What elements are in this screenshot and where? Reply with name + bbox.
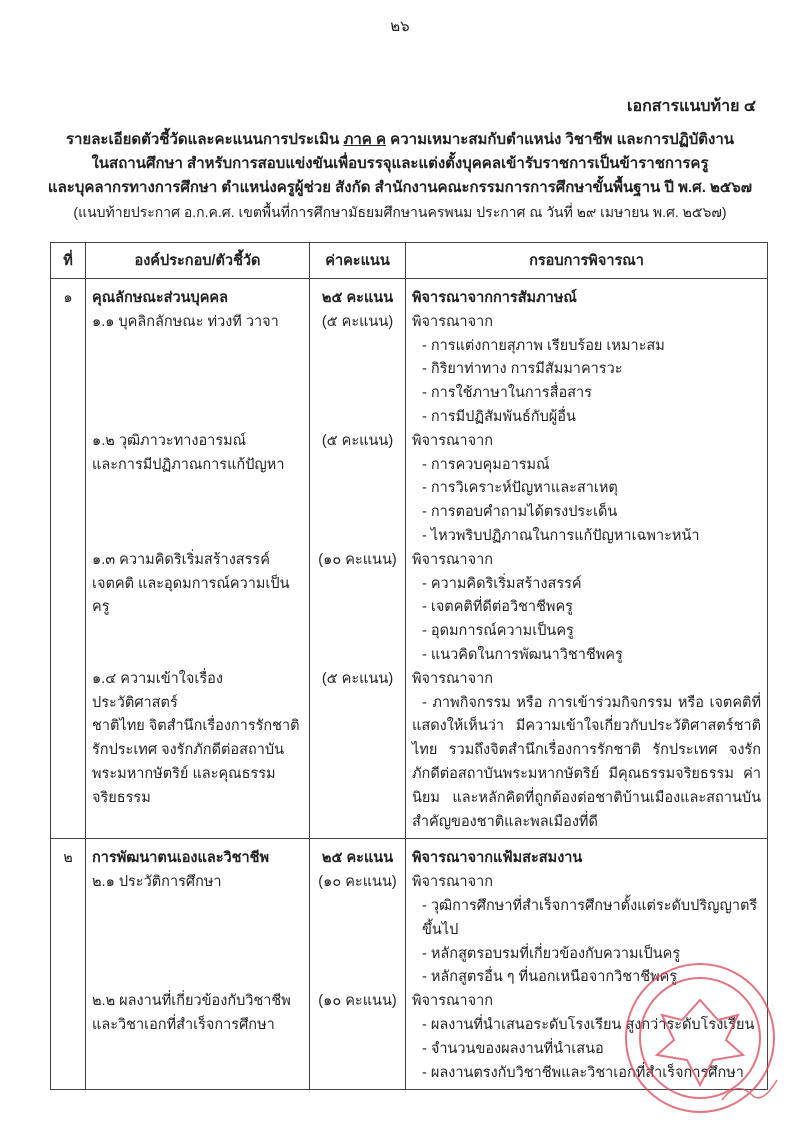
indicator-name	[86, 871, 310, 990]
criteria-point: - ไหวพริบปฏิภาณในการแก้ปัญหาเฉพาะหน้า	[422, 527, 700, 544]
table-row	[51, 430, 768, 549]
indicator-name-line: เจตคติ และอุดมการณ์ความเป็นครู	[92, 575, 290, 616]
table-row-group	[51, 279, 768, 311]
indicator-name-line: และการมีปฏิภาณการแก้ปัญหา	[92, 456, 285, 473]
criteria-point: - การควบคุมอารมณ์	[422, 456, 550, 473]
row-number: ๒	[51, 839, 86, 1090]
criteria-point: - การวิเคราะห์ปัญหาและสาเหตุ	[422, 480, 618, 497]
indicator-name	[86, 668, 310, 839]
indicator-name	[86, 311, 310, 430]
criteria-point: - กิริยาท่าทาง การมีสัมมาคารวะ	[422, 361, 623, 378]
table-row-group	[51, 839, 768, 871]
title-line1-post: ความเหมาะสมกับตำแหน่ง วิชาชีพ และการปฏิบัติงาน	[386, 131, 735, 148]
indicator-name-line: ๑.๔ ความเข้าใจเรื่องประวัติศาสตร์	[92, 670, 223, 711]
indicator-score: (๑๐ คะแนน)	[310, 871, 406, 990]
title-line2: ในสถานศึกษา สำหรับการสอบแข่งขันเพื่อบรรจุและแต่งตั้งบุคคลเข้ารับราชการเป็นข้าราชการครู	[91, 155, 709, 172]
indicator-name-line: ชาติไทย จิตสำนึกเรื่องการรักชาติ	[92, 718, 300, 735]
header-component: องค์ประกอบ/ตัวชี้วัด	[86, 243, 310, 279]
component-score: ๒๕ คะแนน	[310, 279, 406, 311]
indicator-name-line: รักประเทศ จงรักภักดีต่อสถาบัน	[92, 742, 285, 759]
indicator-name-line: ๑.๑ บุคลิกลักษณะ ท่วงที วาจา	[92, 313, 279, 330]
indicator-name-line: พระมหากษัตริย์ และคุณธรรม	[92, 765, 276, 782]
criteria-point: - หลักสูตรอื่น ๆ ที่นอกเหนือจากวิชาชีพครู	[422, 969, 678, 986]
annex-label: เอกสารแนบท้าย ๔	[627, 98, 756, 115]
official-seal-stamp	[612, 960, 792, 1130]
header-score: ค่าคะแนน	[310, 243, 406, 279]
criteria-point: - ผลงานที่นำเสนอระดับโรงเรียน สูงกว่าระดับโรงเรียน	[422, 1016, 755, 1033]
component-name: คุณลักษณะส่วนบุคคล	[86, 279, 310, 311]
indicator-name-line: ๑.๒ วุฒิภาวะทางอารมณ์	[92, 432, 247, 449]
header-no: ที่	[51, 243, 86, 279]
table-row	[51, 549, 768, 668]
indicator-criteria	[406, 668, 768, 839]
title-line3: และบุคลากรทางการศึกษา ตำแหน่งครูผู้ช่วย สังกัด สำนักงานคณะกรรมการการศึกษาขั้นพื้นฐาน ปี พ.ศ. ๒๕๖๗	[47, 179, 753, 196]
indicator-score: (๕ คะแนน)	[310, 668, 406, 839]
indicator-name-line: ๒.๒ ผลงานที่เกี่ยวข้องกับวิชาชีพ	[92, 993, 291, 1010]
indicator-name-line: จริยธรรม	[92, 789, 151, 806]
title-part: ภาค ค	[343, 131, 387, 148]
criteria-point: - หลักสูตรอบรมที่เกี่ยวข้องกับความเป็นครู	[422, 945, 681, 962]
table-row	[51, 311, 768, 430]
criteria-lead: พิจารณาจาก	[412, 993, 493, 1010]
indicator-score: (๕ คะแนน)	[310, 430, 406, 549]
document-title	[40, 128, 760, 224]
criteria-lead: พิจารณาจาก	[412, 551, 493, 568]
indicator-name	[86, 430, 310, 549]
indicator-score: (๕ คะแนน)	[310, 311, 406, 430]
table-row	[51, 668, 768, 839]
indicator-name	[86, 549, 310, 668]
indicator-criteria	[406, 430, 768, 549]
indicator-name-line: และวิชาเอกที่สำเร็จการศึกษา	[92, 1016, 275, 1033]
row-number: ๑	[51, 279, 86, 839]
criteria-heading: พิจารณาจากแฟ้มสะสมงาน	[406, 839, 768, 871]
title-line1-pre: รายละเอียดตัวชี้วัดและคะแนนการประเมิน	[65, 131, 344, 148]
criteria-point: - อุดมการณ์ความเป็นครู	[422, 623, 574, 640]
indicator-name	[86, 990, 310, 1090]
title-line4: (แนบท้ายประกาศ อ.ก.ค.ศ. เขตพื้นที่การศึกษามัธยมศึกษานครพนม ประกาศ ณ วันที่ ๒๙ เมษายน พ.ศ. ๒๕๖๗)	[73, 204, 727, 220]
indicator-score: (๑๐ คะแนน)	[310, 990, 406, 1090]
criteria-point: - การตอบคำถามได้ตรงประเด็น	[422, 504, 618, 521]
criteria-point: - การแต่งกายสุภาพ เรียบร้อย เหมาะสม	[422, 337, 665, 354]
criteria-point: - เจตคติที่ดีต่อวิชาชีพครู	[422, 599, 573, 616]
criteria-point: - การใช้ภาษาในการสื่อสาร	[422, 385, 592, 402]
criteria-point: - แนวคิดในการพัฒนาวิชาชีพครู	[422, 646, 623, 663]
page-number: ๒๖	[390, 18, 410, 35]
criteria-lead: พิจารณาจาก	[412, 874, 493, 891]
indicator-criteria	[406, 549, 768, 668]
header-criteria: กรอบการพิจารณา	[406, 243, 768, 279]
indicator-criteria	[406, 311, 768, 430]
indicator-name-line: ๒.๑ ประวัติการศึกษา	[92, 874, 222, 891]
criteria-point: - ความคิดริเริ่มสร้างสรรค์	[422, 575, 582, 592]
criteria-lead: พิจารณาจาก	[412, 313, 493, 330]
component-name: การพัฒนาตนเองและวิชาชีพ	[86, 839, 310, 871]
indicator-score: (๑๐ คะแนน)	[310, 549, 406, 668]
criteria-lead: พิจารณาจาก	[412, 432, 493, 449]
criteria-lead: พิจารณาจาก	[412, 670, 493, 687]
criteria-point: - วุฒิการศึกษาที่สำเร็จการศึกษาตั้งแต่ระดับปริญญาตรีขึ้นไป	[422, 897, 758, 938]
criteria-point: - ผลงานตรงกับวิชาชีพและวิชาเอกที่สำเร็จการศึกษา	[422, 1064, 744, 1081]
criteria-point: - จำนวนของผลงานที่นำเสนอ	[422, 1040, 604, 1057]
indicator-name-line: ๑.๓ ความคิดริเริ่มสร้างสรรค์	[92, 551, 270, 568]
criteria-point: - การมีปฏิสัมพันธ์กับผู้อื่น	[422, 408, 576, 425]
criteria-paragraph: - ภาพกิจกรรม หรือ การเข้าร่วมกิจกรรม หรือ เจตคติที่แสดงให้เห็นว่า มีความเข้าใจเกี่ยวกับประวัติศาสตร์ชาติไทย รวมถึงจิตสำนึกเรื่องการรักชาติ รักประเทศ จงรักภักดีต่อสถาบันพระมหากษัตริย์ มีคุณธรรมจริยธรรม ค่านิยม และหลักคิดที่ถูกต้องต่อชาติบ้านเมืองและสถานบันสำคัญของชาติและพลเมืองที่ดี	[412, 694, 761, 830]
table-header	[51, 243, 768, 279]
criteria-heading: พิจารณาจากการสัมภาษณ์	[406, 279, 768, 311]
component-score: ๒๕ คะแนน	[310, 839, 406, 871]
